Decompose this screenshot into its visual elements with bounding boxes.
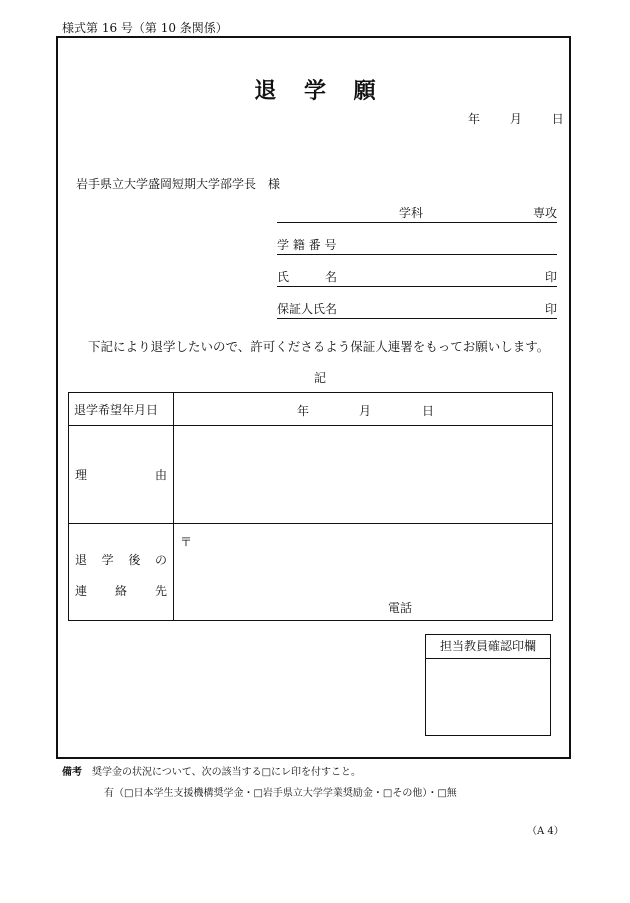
- paper-size: （A 4）: [527, 826, 564, 837]
- remarks-label: 備考: [62, 767, 82, 778]
- request-text: 下記により退学したいので、許可くださるよう保証人連署をもってお願いします。: [88, 339, 550, 354]
- phone-label: 電話: [388, 600, 413, 615]
- title-char: 退: [254, 78, 277, 104]
- withdraw-date-row: [69, 393, 553, 426]
- reason-char: 由: [154, 468, 167, 482]
- guarantor-field[interactable]: [277, 302, 557, 319]
- name-label-2: 名: [325, 270, 338, 284]
- contact-label-line2: [69, 582, 173, 599]
- contact-label-line1: [69, 551, 173, 568]
- ki-heading: 記: [314, 371, 327, 385]
- details-table: [68, 392, 553, 621]
- withdraw-day-label: 日: [422, 403, 435, 418]
- contact-char: の: [154, 553, 167, 567]
- withdraw-date-cell[interactable]: [174, 393, 553, 426]
- teacher-confirm-box[interactable]: [425, 634, 551, 736]
- contact-char: 退: [75, 553, 88, 567]
- contact-cell[interactable]: [174, 524, 553, 621]
- title-char: 願: [353, 78, 376, 104]
- name-label-1: 氏: [277, 270, 290, 284]
- withdraw-year-label: 年: [297, 403, 310, 418]
- department-label: 学科: [399, 206, 424, 220]
- withdraw-month-label: 月: [359, 403, 372, 418]
- remarks-text: 奨学金の状況について、次の該当する□にレ印を付すこと。: [92, 767, 362, 778]
- student-id-label: 学 籍 番 号: [277, 238, 337, 252]
- student-id-field[interactable]: [277, 238, 557, 255]
- reason-char: 理: [75, 468, 88, 482]
- remarks-note: [62, 763, 361, 778]
- contact-char: 先: [154, 584, 167, 598]
- contact-char: 連: [75, 584, 88, 598]
- major-label: 専攻: [532, 206, 557, 220]
- guarantor-seal-mark: 印: [544, 302, 557, 316]
- contact-char: 絡: [114, 584, 127, 598]
- submission-date: [468, 110, 564, 127]
- contact-char: 学: [101, 553, 114, 567]
- reason-row: [69, 426, 553, 524]
- name-field[interactable]: [277, 270, 557, 287]
- teacher-confirm-label: 担当教員確認印欄: [426, 635, 550, 659]
- guarantor-label: 保証人氏名: [277, 302, 338, 316]
- scholarship-options: 有（□日本学生支援機構奨学金・□岩手県立大学学業奨励金・□その他）・□無: [104, 788, 457, 799]
- form-number: 様式第 16 号（第 10 条関係）: [62, 21, 228, 35]
- department-field[interactable]: [277, 206, 557, 223]
- page-title: [0, 74, 630, 105]
- title-char: 学: [303, 78, 326, 104]
- date-year-label: 年: [468, 112, 481, 126]
- reason-label: [69, 466, 173, 483]
- contact-char: 後: [128, 553, 141, 567]
- date-month-label: 月: [509, 112, 522, 126]
- postal-mark: 〒: [180, 534, 193, 549]
- reason-cell[interactable]: [174, 426, 553, 524]
- withdraw-date-label: 退学希望年月日: [74, 402, 159, 417]
- date-day-label: 日: [551, 112, 564, 126]
- seal-mark: 印: [544, 270, 557, 284]
- contact-row: [69, 524, 553, 621]
- addressee: 岩手県立大学盛岡短期大学部学長 様: [76, 177, 281, 191]
